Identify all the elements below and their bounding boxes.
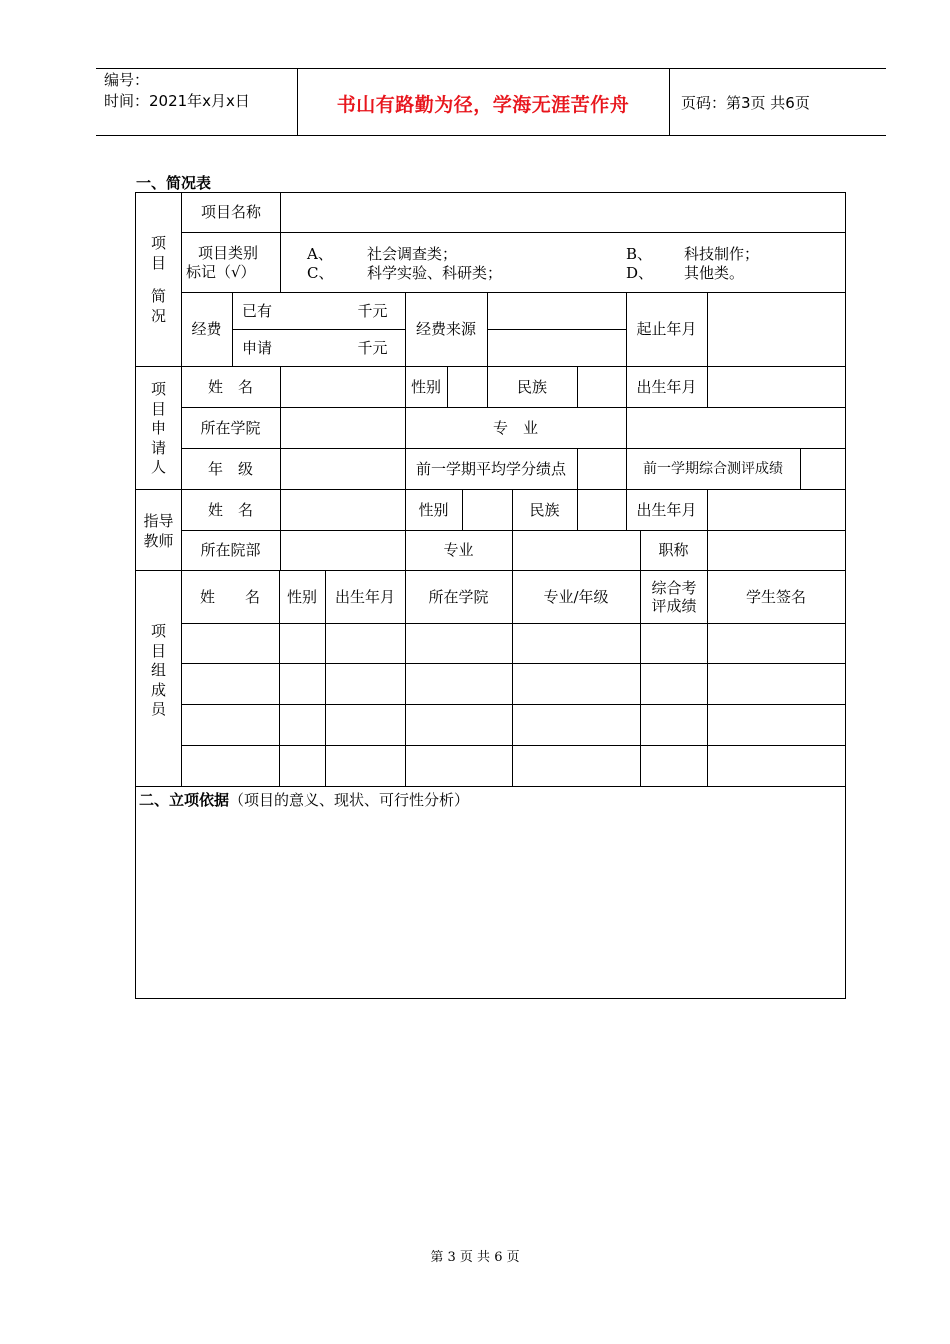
advisor-name-label: 姓 名	[207, 500, 253, 519]
members-header-birth: 出生年月	[334, 587, 395, 606]
option-c-letter: C、	[307, 264, 334, 282]
category-label: 项目类别 标记（√）	[186, 244, 259, 281]
section2-title: 二、立项依据（项目的意义、现状、可行性分析）	[139, 791, 470, 809]
header-bottom-rule	[96, 135, 886, 136]
project-basis-textarea[interactable]	[136, 812, 845, 997]
advisor-side-label: 指导 教师	[143, 512, 174, 550]
applicant-ethnicity-label: 民族	[516, 377, 547, 396]
option-c-text[interactable]: 科学实验、科研类；	[367, 264, 503, 282]
header-divider	[669, 68, 670, 136]
option-d-letter: D、	[626, 264, 654, 282]
project-name-label: 项目名称	[200, 203, 261, 221]
option-a-text[interactable]: 社会调查类；	[367, 245, 458, 263]
option-a-letter: A、	[307, 245, 333, 263]
members-header-gender: 性别	[286, 587, 317, 606]
members-header-score: 综合考评成绩	[651, 579, 697, 615]
funding-label: 经费	[191, 320, 222, 338]
funding-existing-label: 已有	[241, 301, 272, 320]
applicant-name-label: 姓 名	[207, 377, 253, 396]
funding-applied-label: 申请	[241, 338, 272, 357]
advisor-major-label: 专业	[443, 541, 474, 559]
doc-number-label: 编号：	[104, 71, 150, 89]
funding-source-label: 经费来源	[415, 320, 476, 338]
advisor-ethnicity-label: 民族	[529, 500, 560, 519]
project-name-input[interactable]	[281, 193, 845, 232]
header-divider	[297, 68, 298, 136]
applicant-birth-label: 出生年月	[636, 377, 697, 396]
members-header-major-grade: 专业/年级	[543, 587, 609, 606]
header-slogan: 书山有路勤为径，学海无涯苦作舟	[336, 94, 630, 116]
members-header-signature: 学生签名	[745, 587, 806, 606]
summary-side-label: 项 目 简 况	[150, 234, 166, 325]
applicant-gpa-label: 前一学期平均学分绩点	[415, 459, 566, 478]
applicant-grade-label: 年 级	[207, 459, 253, 478]
applicant-gender-label: 性别	[410, 377, 441, 396]
members-side-label: 项 目 组 成 员	[150, 622, 166, 718]
applicant-score-label: 前一学期综合测评成绩	[643, 460, 783, 477]
period-label: 起止年月	[636, 320, 697, 338]
header-top-rule	[96, 68, 886, 69]
page-footer: 第 3 页 共 6 页	[430, 1250, 520, 1265]
advisor-title-label: 职称	[658, 541, 689, 559]
funding-applied-unit[interactable]: 千元	[357, 338, 388, 357]
option-b-text[interactable]: 科技制作；	[684, 245, 760, 263]
applicant-side-label: 项 目 申 请 人	[150, 380, 166, 476]
page-info: 页码：第3页 共6页	[681, 94, 810, 112]
option-d-text[interactable]: 其他类。	[684, 264, 745, 282]
section-title: 一、简况表	[136, 174, 212, 192]
category-options[interactable]	[281, 233, 845, 292]
doc-time-label: 时间：2021年x月x日	[104, 92, 250, 110]
advisor-gender-label: 性别	[418, 500, 449, 519]
advisor-dept-label: 所在院部	[200, 541, 261, 559]
members-header-name: 姓 名	[199, 587, 260, 606]
members-header-college: 所在学院	[428, 587, 489, 606]
option-b-letter: B、	[626, 245, 653, 263]
applicant-college-label: 所在学院	[200, 418, 261, 437]
funding-existing-unit[interactable]: 千元	[357, 301, 388, 320]
applicant-major-label: 专 业	[492, 418, 538, 437]
advisor-birth-label: 出生年月	[636, 500, 697, 519]
